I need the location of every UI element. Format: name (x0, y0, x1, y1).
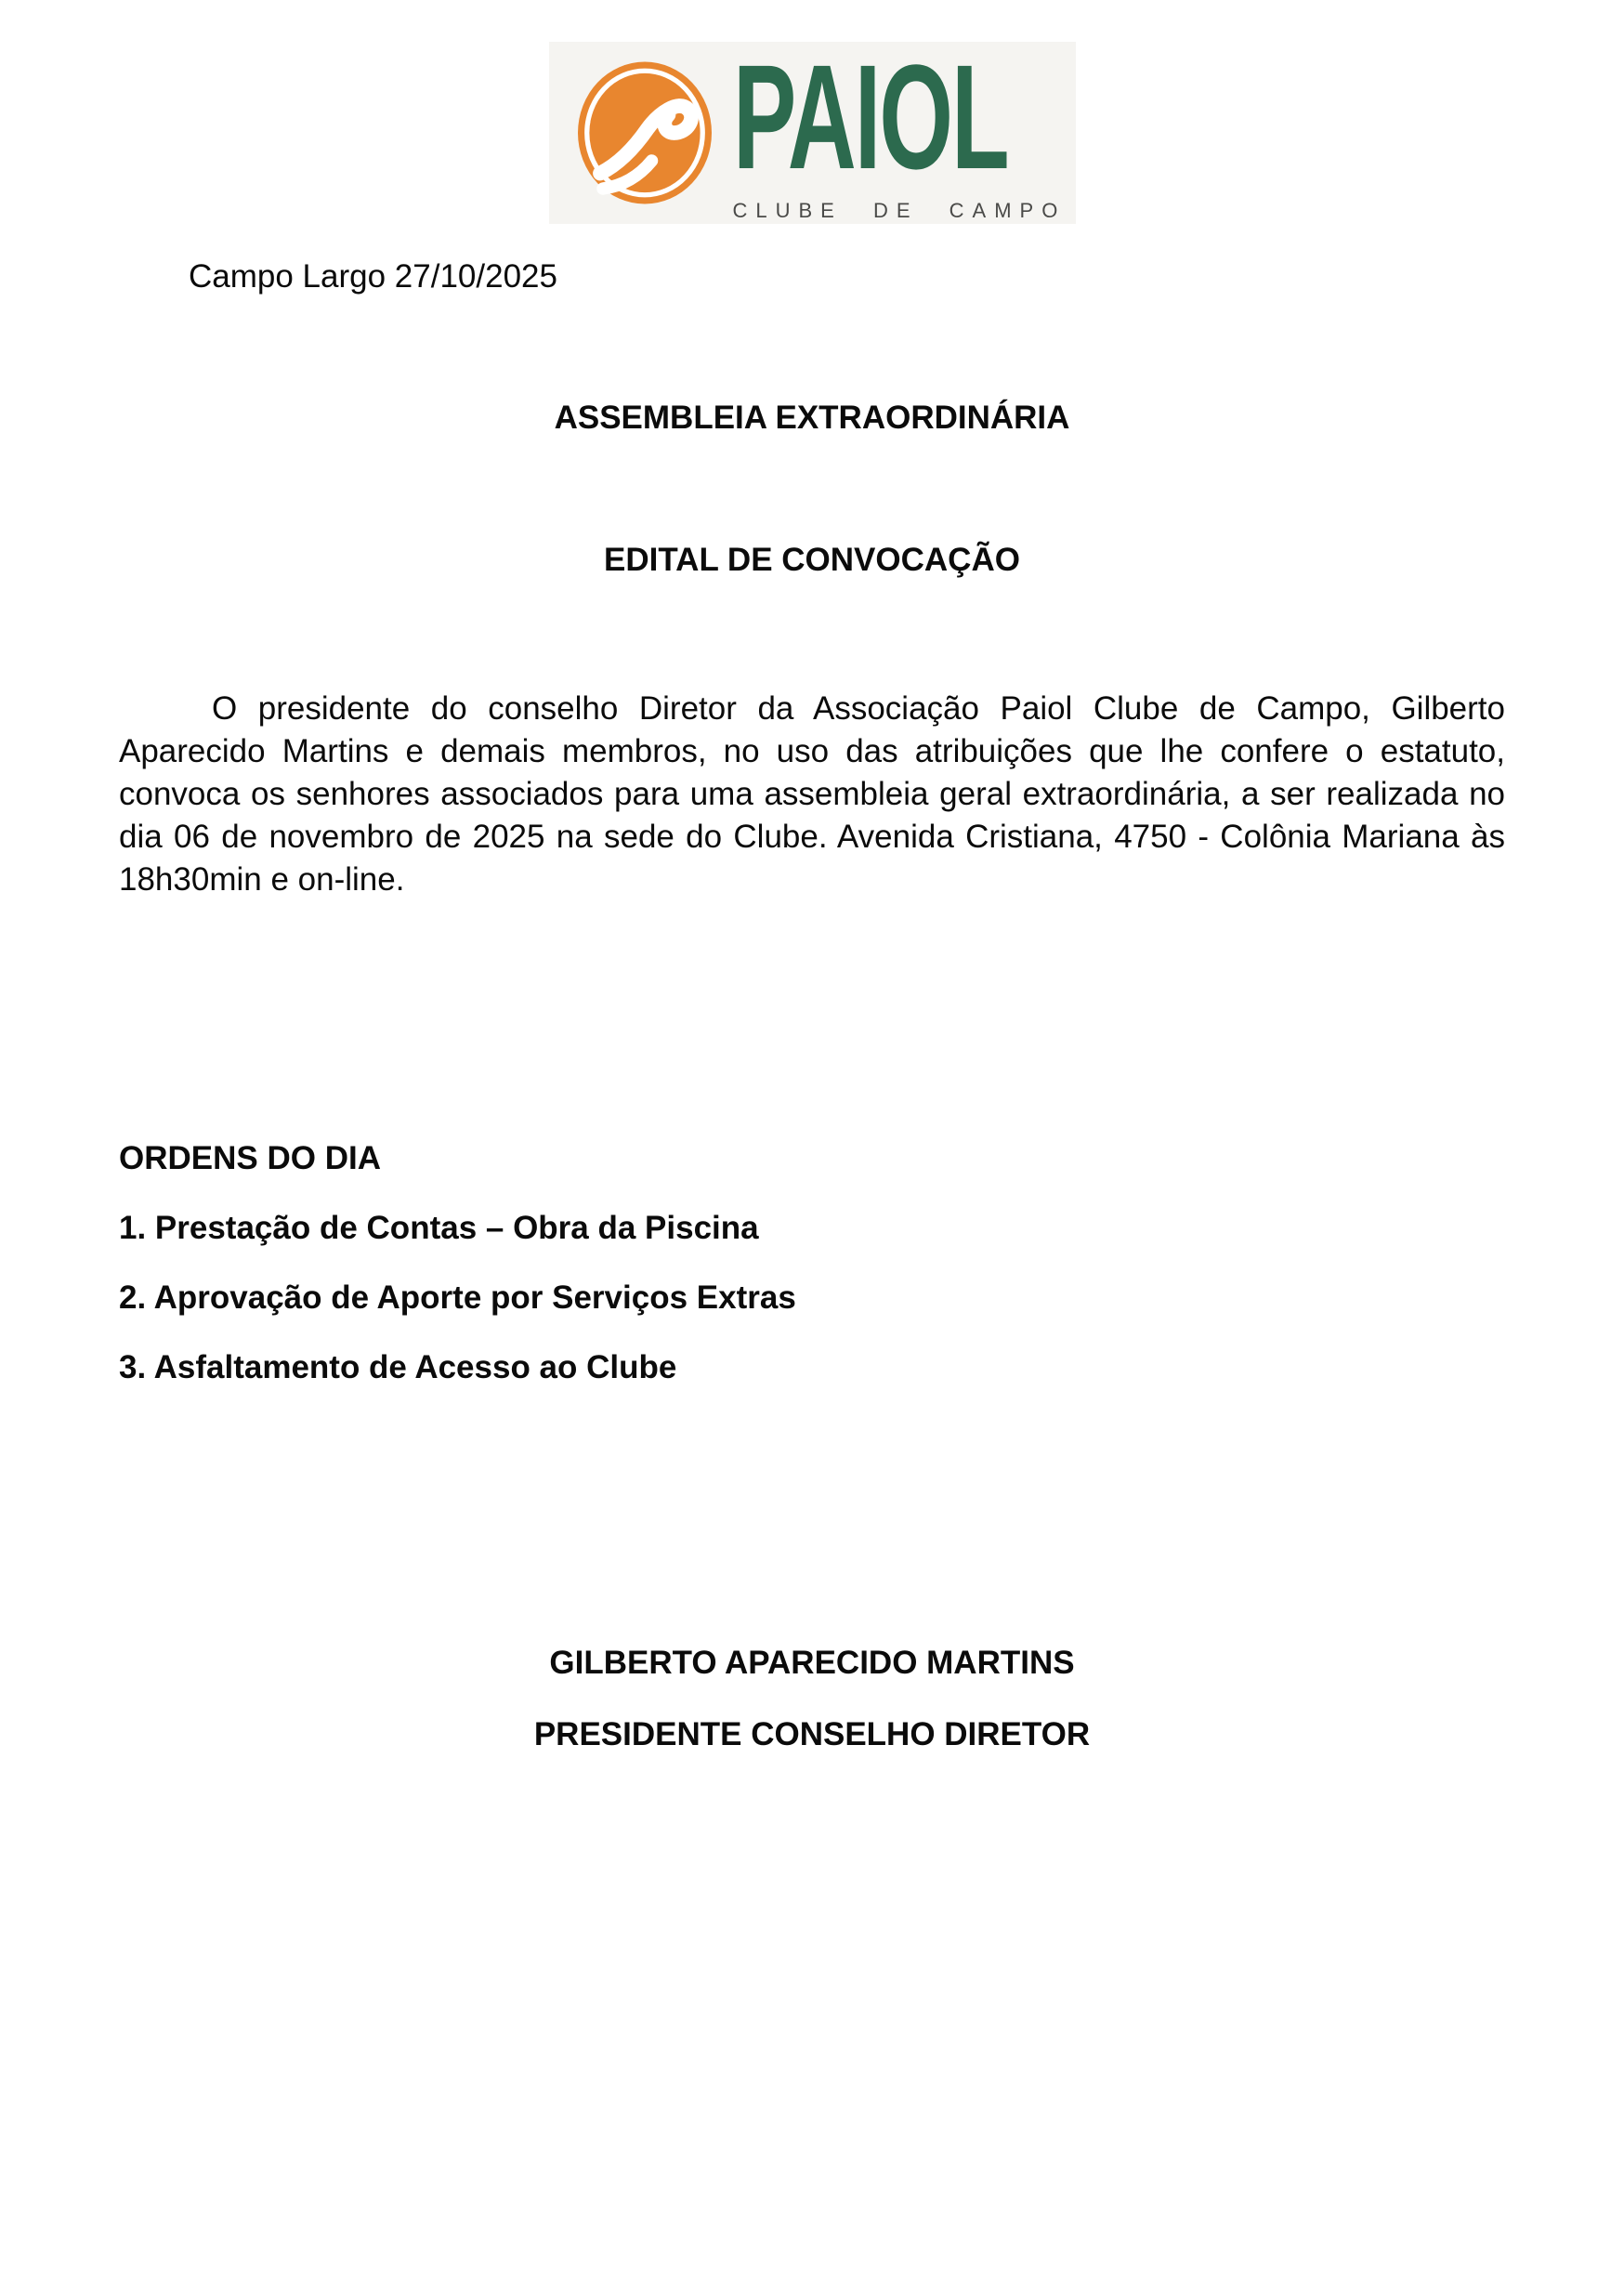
document-title: ASSEMBLEIA EXTRAORDINÁRIA (554, 400, 1070, 436)
convocation-paragraph: O presidente do conselho Diretor da Associação Paiol Clube de Campo, Gilberto Aparecido Martins e demais membros, no uso das atribuições que lhe confere o estatuto, convoca os senhores associados para uma assembleia geral extraordinária, a ser realizada no dia 06 de novembro de 2025 na sede do Clube. Avenida Cristiana, 4750 - Colônia Mariana às 18h30min e on-line. (119, 690, 1505, 898)
club-logo (549, 33, 1076, 224)
paiol-emblem-icon (575, 59, 714, 206)
agenda-item-1: 1. Prestação de Contas – Obra da Piscina (119, 1210, 759, 1246)
agenda-heading: ORDENS DO DIA (119, 1140, 381, 1176)
document-subtitle: EDITAL DE CONVOCAÇÃO (604, 542, 1020, 578)
logo-brand-name: PAIOL (732, 33, 1008, 200)
date-line: Campo Largo 27/10/2025 (189, 258, 557, 295)
signature-role: PRESIDENTE CONSELHO DIRETOR (533, 1716, 1091, 1752)
logo-text (732, 33, 1067, 223)
agenda-item-2: 2. Aprovação de Aporte por Serviços Extras (119, 1279, 796, 1316)
signature-name: GILBERTO APARECIDO MARTINS (549, 1645, 1075, 1681)
logo-tagline: CLUBE DE CAMPO (732, 199, 1067, 222)
agenda-item-3: 3. Asfaltamento de Acesso ao Clube (119, 1349, 677, 1385)
